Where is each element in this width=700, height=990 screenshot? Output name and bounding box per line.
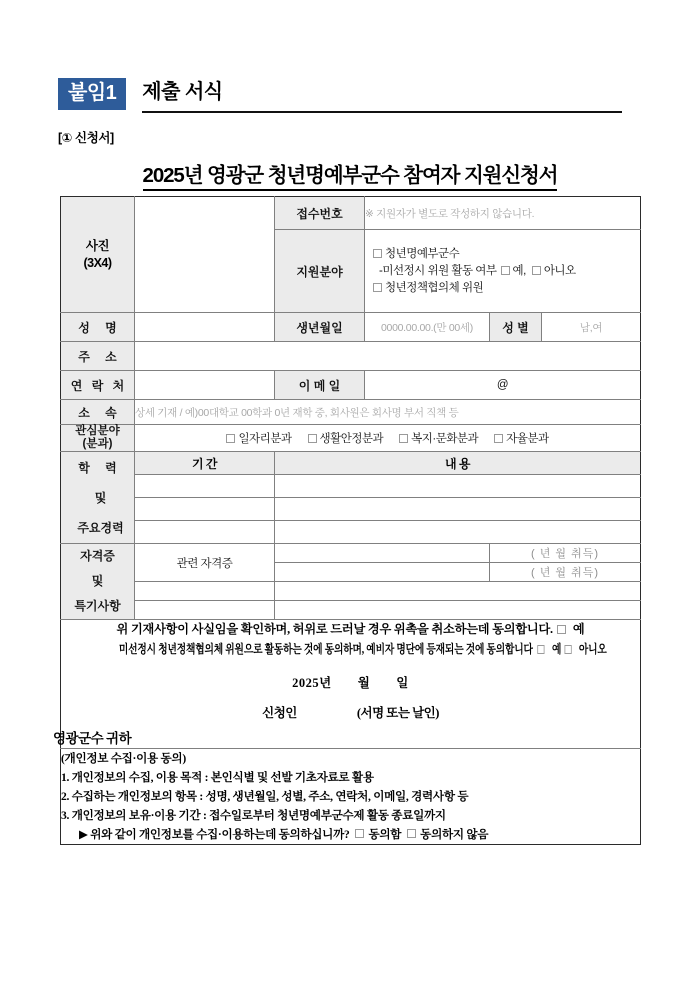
- declaration-signature-row: [61, 703, 640, 721]
- page-title: [0, 158, 700, 188]
- cert-extra-left[interactable]: [135, 582, 275, 601]
- edu-period-input[interactable]: [135, 521, 275, 544]
- cert-related-label: 관련 자격증: [135, 544, 275, 582]
- interest-label: [61, 425, 135, 452]
- privacy-block: [61, 749, 641, 845]
- privacy-question-text: ▶ 위와 같이 개인정보를 수집·이용하는데 동의하십니까?: [79, 828, 350, 841]
- email-input[interactable]: @: [365, 371, 641, 400]
- photo-cell: [61, 197, 135, 313]
- birth-input[interactable]: 0000.00.00.(만 00세): [365, 313, 490, 342]
- edu-label-line2: 및: [94, 490, 107, 505]
- privacy-heading: (개인정보 수집·이용 동의): [61, 752, 186, 765]
- edu-content-input[interactable]: [275, 498, 641, 521]
- declaration-date-month[interactable]: 월: [357, 676, 371, 690]
- declaration-line-2: [118, 640, 607, 657]
- cert-label-line3: 특기사항: [74, 599, 121, 613]
- interest-option-autonomy[interactable]: [494, 433, 548, 445]
- apply-sub-yes-label: 예,: [512, 264, 526, 277]
- receipt-no-note: ※ 지원자가 별도로 작성하지 않습니다.: [365, 207, 535, 220]
- edu-period-input[interactable]: [135, 498, 275, 521]
- interest-option-label: 일자리분과: [238, 433, 292, 445]
- cert-date-input[interactable]: ( 년 월 취득): [490, 563, 641, 582]
- edu-period-input[interactable]: [135, 475, 275, 498]
- name-input[interactable]: [135, 313, 275, 342]
- apply-option-1-label: 청년명예부군수: [385, 247, 460, 260]
- affiliation-label: 소 속: [61, 400, 135, 425]
- cert-name-input[interactable]: [275, 544, 490, 563]
- attachment-header: [58, 78, 642, 118]
- declaration-date-year: 2025년: [292, 676, 332, 690]
- table-row-cert-1: [61, 544, 641, 563]
- page-title-text: 2025년 영광군 청년명예부군수 참여자 지원신청서: [143, 164, 558, 191]
- contact-input[interactable]: [135, 371, 275, 400]
- table-row-contact: [61, 371, 641, 400]
- interest-label-line2: (분과): [82, 438, 113, 450]
- photo-paste-area[interactable]: [135, 197, 275, 313]
- checkbox-icon[interactable]: [538, 645, 545, 654]
- table-row-edu-header: [61, 452, 641, 475]
- table-row-edu-3: [61, 521, 641, 544]
- declaration-line-2-yes: 예: [552, 642, 562, 656]
- checkbox-icon[interactable]: [226, 434, 235, 443]
- interest-options: [135, 425, 641, 452]
- checkbox-icon[interactable]: [308, 434, 317, 443]
- table-row-edu-2: [61, 498, 641, 521]
- apply-field-label: 지원분야: [275, 230, 365, 313]
- photo-label-line1: 사진: [85, 238, 110, 253]
- declaration-block: [53, 620, 641, 749]
- interest-option-living[interactable]: [308, 433, 384, 445]
- signature-note[interactable]: (서명 또는 날인): [356, 706, 439, 720]
- interest-option-label: 복지·문화분과: [411, 433, 479, 445]
- checkbox-icon[interactable]: [399, 434, 408, 443]
- cert-name-input[interactable]: [275, 563, 490, 582]
- table-row-name: [61, 313, 641, 342]
- privacy-item-2: 2. 수집하는 개인정보의 항목 : 성명, 생년월일, 성별, 주소, 연락처, 이메일, 경력사항 등: [61, 790, 469, 803]
- privacy-item-3: 3. 개인정보의 보유·이용 기간 : 접수일로부터 청년명예부군수제 활동 종료일까지: [61, 809, 446, 822]
- apply-field-options: [365, 230, 641, 313]
- attachment-badge: 붙임1: [58, 78, 126, 110]
- apply-option-2[interactable]: [373, 280, 640, 297]
- applicant-label: 신청인: [262, 706, 297, 720]
- email-label: 이 메 일: [275, 371, 365, 400]
- affiliation-input[interactable]: [135, 400, 641, 425]
- interest-option-jobs[interactable]: [226, 433, 291, 445]
- table-row-affiliation: [61, 400, 641, 425]
- checkbox-icon[interactable]: [501, 266, 510, 275]
- gender-label: 성 별: [490, 313, 542, 342]
- declaration-date-day[interactable]: 일: [396, 676, 409, 690]
- apply-sub-question: [373, 263, 640, 280]
- declaration-line-2-no: 아니오: [578, 642, 607, 656]
- checkbox-icon[interactable]: [373, 283, 382, 292]
- birth-label: 생년월일: [275, 313, 365, 342]
- table-row-declaration: [61, 620, 641, 749]
- interest-option-label: 생활안정분과: [319, 433, 384, 445]
- application-form-table: [53, 196, 641, 845]
- checkbox-icon[interactable]: [532, 266, 541, 275]
- checkbox-icon[interactable]: [494, 434, 503, 443]
- declaration-line-1: [61, 620, 640, 637]
- apply-option-1[interactable]: [373, 246, 640, 263]
- table-row-address: [61, 342, 641, 371]
- cert-extra-right[interactable]: [275, 582, 641, 601]
- checkbox-icon[interactable]: [355, 829, 364, 838]
- address-input[interactable]: [135, 342, 641, 371]
- cert-label: [61, 544, 135, 620]
- declaration-line-1-yes: 예: [572, 622, 585, 636]
- table-row-cert-4: [61, 601, 641, 620]
- section-title-underline: [142, 78, 622, 113]
- declaration-line-1-text: 위 기재사항이 사실임을 확인하며, 허위로 드러날 경우 위촉을 취소하는데 동의합니다.: [116, 622, 553, 636]
- interest-label-line1: 관심분야: [75, 425, 120, 437]
- affiliation-placeholder: 상세 기재 / 예)00대학교 00학과 0년 재학 중, 회사원은 회사명 부서 직책 등: [135, 406, 459, 419]
- checkbox-icon[interactable]: [564, 645, 571, 654]
- cert-date-input[interactable]: ( 년 월 취득): [490, 544, 641, 563]
- table-row-edu-1: [61, 475, 641, 498]
- edu-col-content-header: 내 용: [275, 452, 641, 475]
- receipt-no-value: [365, 197, 641, 230]
- table-row-privacy: [61, 749, 641, 845]
- declaration-addressee: 영광군수 귀하: [53, 731, 132, 746]
- declaration-date: [61, 673, 640, 691]
- table-row-interest: [61, 425, 641, 452]
- contact-label: 연 락 처: [61, 371, 135, 400]
- privacy-question-row: [61, 825, 640, 844]
- cert-label-line2: 및: [91, 574, 104, 588]
- cert-label-line1: 자격증: [80, 549, 115, 563]
- privacy-disagree-label: 동의하지 않음: [420, 828, 489, 841]
- cert-extra-right[interactable]: [275, 601, 641, 620]
- declaration-line-2-text: 미선정시 청년정책협의체 위원으로 활동하는 것에 동의하며, 예비자 명단에 등재되는 것에 동의합니다: [118, 642, 533, 656]
- edu-label-line3: 주요경력: [77, 520, 124, 535]
- table-row-receipt: [61, 197, 641, 230]
- cert-extra-left[interactable]: [135, 601, 275, 620]
- privacy-agree-label: 동의함: [368, 828, 402, 841]
- receipt-no-label: 접수번호: [275, 197, 365, 230]
- table-row-cert-3: [61, 582, 641, 601]
- address-label: 주 소: [61, 342, 135, 371]
- apply-sub-question-label: -미선정시 위원 활동 여부: [379, 264, 497, 277]
- edu-content-input[interactable]: [275, 521, 641, 544]
- name-label: 성 명: [61, 313, 135, 342]
- privacy-item-1: 1. 개인정보의 수집, 이용 목적 : 본인식별 및 선발 기초자료로 활용: [61, 771, 374, 784]
- interest-option-label: 자율분과: [506, 433, 549, 445]
- photo-label-line2: (3X4): [83, 255, 112, 270]
- checkbox-icon[interactable]: [557, 625, 566, 634]
- checkbox-icon[interactable]: [373, 249, 382, 258]
- interest-option-welfare[interactable]: [399, 433, 478, 445]
- edu-col-period-header: 기 간: [135, 452, 275, 475]
- edu-label: [61, 452, 135, 544]
- apply-option-2-label: 청년정책협의체 위원: [385, 281, 484, 294]
- form-kind-label: [① 신청서]: [58, 131, 114, 145]
- section-title: 제출 서식: [142, 81, 223, 103]
- edu-label-line1: 학 력: [78, 460, 123, 475]
- checkbox-icon[interactable]: [407, 829, 416, 838]
- gender-input[interactable]: 남,여: [542, 313, 641, 342]
- apply-sub-no-label: 아니오: [543, 264, 576, 277]
- edu-content-input[interactable]: [275, 475, 641, 498]
